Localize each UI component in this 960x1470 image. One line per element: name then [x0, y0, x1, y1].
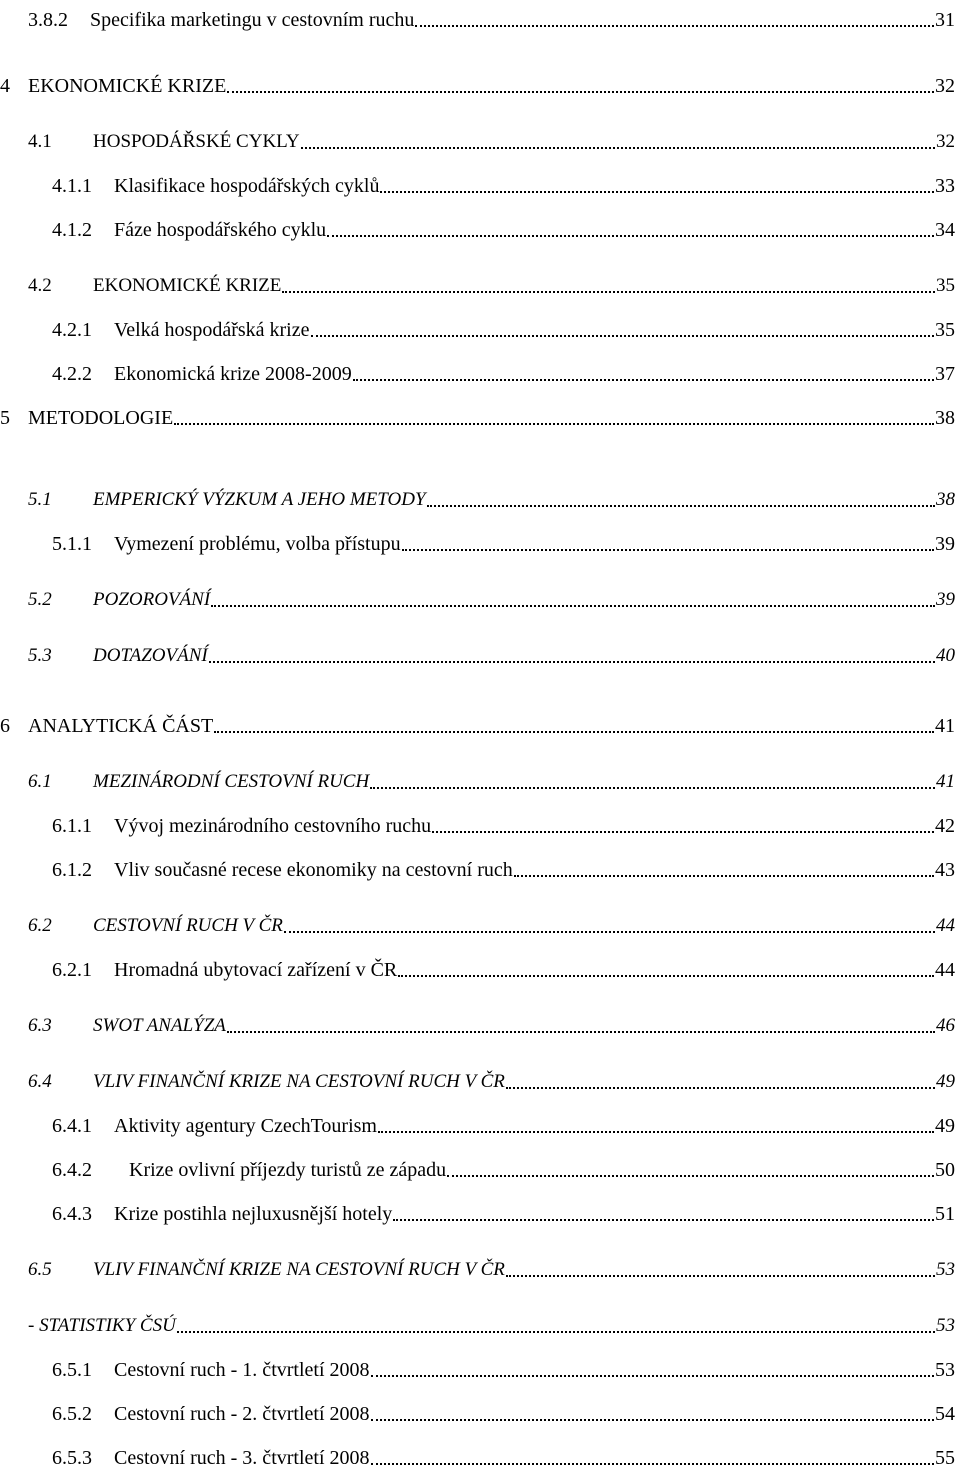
dot-leader	[370, 787, 935, 789]
toc-entry-page-number: 38	[936, 489, 955, 510]
toc-entry-page-number: 49	[936, 1071, 955, 1092]
toc-entry[interactable]	[28, 1252, 955, 1282]
toc-entry-page-number: 37	[935, 363, 955, 385]
toc-entry-title: SWOT ANALÝZA	[93, 1015, 226, 1036]
toc-entry-title: EKONOMICKÉ KRIZE	[93, 275, 282, 296]
dot-leader	[506, 1087, 935, 1089]
toc-entry[interactable]	[52, 312, 955, 342]
dot-leader	[514, 875, 934, 877]
toc-entry-title: Krize postihla nejluxusnější hotely	[114, 1203, 393, 1225]
dot-leader	[301, 147, 935, 149]
dot-leader	[353, 379, 934, 381]
toc-entry-page-number: 35	[936, 275, 955, 296]
toc-entry-title: Klasifikace hospodářských cyklů	[114, 175, 380, 197]
toc-entry-title: Ekonomická krize 2008-2009	[114, 363, 352, 385]
toc-entry-number: 4.1.2	[52, 219, 92, 241]
toc-entry-number: 6.4.2	[52, 1159, 92, 1181]
toc-entry-title: - STATISTIKY ČSÚ	[28, 1315, 176, 1336]
dot-leader	[380, 191, 934, 193]
toc-entry-page-number: 55	[935, 1447, 955, 1469]
toc-entry-number: 6.1.2	[52, 859, 92, 881]
toc-entry[interactable]	[52, 356, 955, 386]
toc-entry-title: VLIV FINANČNÍ KRIZE NA CESTOVNÍ RUCH V ČR	[93, 1259, 505, 1280]
dot-leader	[177, 1331, 935, 1333]
toc-entry-title: Cestovní ruch - 2. čtvrtletí 2008	[114, 1403, 370, 1425]
toc-entry-page-number: 46	[936, 1015, 955, 1036]
toc-entry[interactable]	[52, 212, 955, 242]
toc-entry-title: EKONOMICKÉ KRIZE	[28, 75, 227, 97]
dot-leader	[227, 91, 934, 93]
toc-entry-number: 6.5	[28, 1259, 52, 1280]
toc-entry[interactable]	[28, 124, 955, 154]
toc-entry-number: 6.2.1	[52, 959, 92, 981]
toc-entry-page-number: 53	[936, 1259, 955, 1280]
toc-entry-number: 6	[0, 715, 10, 737]
dot-leader	[284, 931, 935, 933]
toc-entry[interactable]	[52, 852, 955, 882]
dot-leader	[371, 1375, 934, 1377]
dot-leader	[427, 505, 935, 507]
dot-leader	[402, 549, 934, 551]
toc-entry[interactable]	[28, 2, 955, 32]
toc-entry-page-number: 43	[935, 859, 955, 881]
toc-entry[interactable]	[28, 1008, 955, 1038]
dot-leader	[506, 1275, 935, 1277]
toc-entry-number: 4.2	[28, 275, 52, 296]
toc-entry-title: Vývoj mezinárodního cestovního ruchu	[114, 815, 432, 837]
toc-entry[interactable]	[28, 268, 955, 298]
toc-entry[interactable]	[28, 764, 955, 794]
toc-entry-page-number: 49	[935, 1115, 955, 1137]
toc-entry-title: METODOLOGIE	[28, 407, 174, 429]
toc-entry-title: DOTAZOVÁNÍ	[93, 645, 208, 666]
toc-entry-page-number: 31	[935, 9, 955, 31]
toc-entry[interactable]	[28, 1064, 955, 1094]
dot-leader	[371, 1463, 934, 1465]
toc-entry-title: Vymezení problému, volba přístupu	[114, 533, 401, 555]
dot-leader	[209, 661, 935, 663]
toc-entry[interactable]	[52, 1352, 955, 1382]
toc-entry-number: 6.3	[28, 1015, 52, 1036]
toc-entry[interactable]	[28, 582, 955, 612]
dot-leader	[211, 605, 935, 607]
toc-entry-title: Fáze hospodářského cyklu	[114, 219, 327, 241]
toc-entry[interactable]	[28, 908, 955, 938]
toc-entry-page-number: 53	[936, 1315, 955, 1336]
toc-entry-number: 5.3	[28, 645, 52, 666]
dot-leader	[415, 25, 934, 27]
toc-entry-title: Specifika marketingu v cestovním ruchu	[90, 9, 415, 31]
dot-leader	[447, 1175, 934, 1177]
dot-leader	[311, 335, 935, 337]
toc-entry-page-number: 40	[936, 645, 955, 666]
toc-entry[interactable]	[52, 168, 955, 198]
toc-entry-number: 4.2.2	[52, 363, 92, 385]
dot-leader	[393, 1219, 934, 1221]
toc-entry-number: 5.1.1	[52, 533, 92, 555]
toc-entry[interactable]	[28, 1308, 955, 1338]
toc-entry[interactable]	[52, 526, 955, 556]
toc-entry-number: 6.5.3	[52, 1447, 92, 1469]
toc-entry-title: ANALYTICKÁ ČÁST	[28, 715, 214, 737]
toc-entry-page-number: 53	[935, 1359, 955, 1381]
toc-entry-title: Velká hospodářská krize	[114, 319, 310, 341]
toc-entry-page-number: 35	[935, 319, 955, 341]
dot-leader	[227, 1031, 935, 1033]
toc-entry[interactable]	[0, 68, 955, 98]
toc-entry[interactable]	[52, 808, 955, 838]
toc-entry-page-number: 32	[936, 131, 955, 152]
toc-entry-title: Cestovní ruch - 1. čtvrtletí 2008	[114, 1359, 370, 1381]
toc-entry-number: 6.4.3	[52, 1203, 92, 1225]
toc-entry[interactable]	[52, 1440, 955, 1470]
toc-entry-number: 6.4.1	[52, 1115, 92, 1137]
toc-entry-page-number: 33	[935, 175, 955, 197]
toc-entry-number: 4.1.1	[52, 175, 92, 197]
dot-leader	[432, 831, 934, 833]
toc-entry[interactable]	[28, 482, 955, 512]
toc-entry-page-number: 39	[936, 589, 955, 610]
toc-entry[interactable]	[28, 638, 955, 668]
toc-entry[interactable]	[0, 400, 955, 430]
toc-entry-number: 6.5.2	[52, 1403, 92, 1425]
dot-leader	[174, 423, 934, 425]
toc-entry[interactable]	[52, 1196, 955, 1226]
toc-entry[interactable]	[52, 952, 955, 982]
toc-entry-title: EMPERICKÝ VÝZKUM A JEHO METODY	[93, 489, 426, 510]
toc-entry-number: 4.1	[28, 131, 52, 152]
toc-entry-page-number: 44	[936, 915, 955, 936]
toc-entry-title: HOSPODÁŘSKÉ CYKLY	[93, 131, 300, 152]
toc-entry-page-number: 38	[935, 407, 955, 429]
toc-entry-page-number: 50	[935, 1159, 955, 1181]
toc-entry-number: 3.8.2	[28, 9, 68, 31]
toc-entry-page-number: 42	[935, 815, 955, 837]
toc-entry-title: Aktivity agentury CzechTourism	[114, 1115, 377, 1137]
dot-leader	[371, 1419, 934, 1421]
toc-entry-title: VLIV FINANČNÍ KRIZE NA CESTOVNÍ RUCH V ČR	[93, 1071, 505, 1092]
toc-entry-number: 6.2	[28, 915, 52, 936]
toc-entry[interactable]	[0, 708, 955, 738]
toc-entry-number: 5.1	[28, 489, 52, 510]
toc-entry[interactable]	[52, 1396, 955, 1426]
toc-entry-number: 6.1	[28, 771, 52, 792]
toc-entry-number: 5	[0, 407, 10, 429]
toc-entry-page-number: 51	[935, 1203, 955, 1225]
toc-entry-title: Cestovní ruch - 3. čtvrtletí 2008	[114, 1447, 370, 1469]
toc-entry-title: Hromadná ubytovací zařízení v ČR	[114, 959, 398, 981]
dot-leader	[327, 235, 934, 237]
toc-entry-page-number: 41	[936, 771, 955, 792]
toc-entry-title: CESTOVNÍ RUCH V ČR	[93, 915, 283, 936]
dot-leader	[282, 291, 935, 293]
dot-leader	[214, 731, 934, 733]
toc-entry-title: Krize ovlivní příjezdy turistů ze západu	[114, 1159, 447, 1181]
toc-entry-number: 6.1.1	[52, 815, 92, 837]
toc-entry-page-number: 44	[935, 959, 955, 981]
toc-entry[interactable]	[52, 1152, 955, 1182]
toc-entry-page-number: 32	[935, 75, 955, 97]
toc-entry-number: 4	[0, 75, 10, 97]
dot-leader	[398, 975, 934, 977]
toc-entry-number: 6.4	[28, 1071, 52, 1092]
toc-entry-page-number: 39	[935, 533, 955, 555]
toc-entry-number: 6.5.1	[52, 1359, 92, 1381]
toc-entry-title: POZOROVÁNÍ	[93, 589, 211, 610]
toc-entry-page-number: 54	[935, 1403, 955, 1425]
toc-entry[interactable]	[52, 1108, 955, 1138]
toc-entry-number: 4.2.1	[52, 319, 92, 341]
toc-entry-page-number: 41	[935, 715, 955, 737]
toc-entry-number: 5.2	[28, 589, 52, 610]
toc-entry-title: MEZINÁRODNÍ CESTOVNÍ RUCH	[93, 771, 370, 792]
dot-leader	[378, 1131, 934, 1133]
toc-entry-page-number: 34	[935, 219, 955, 241]
toc-entry-title: Vliv současné recese ekonomiky na cestovní ruch	[114, 859, 513, 881]
